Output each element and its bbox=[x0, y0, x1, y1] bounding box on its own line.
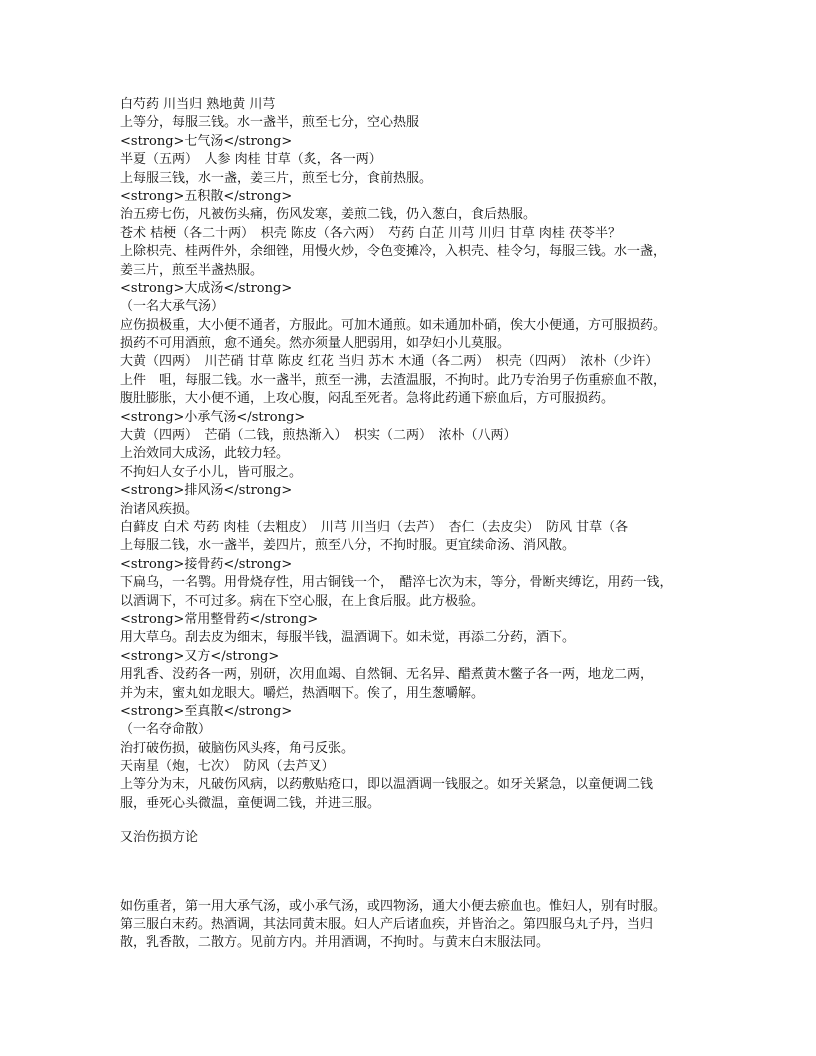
text-line: 第三服白末药。热酒调，其法同黄末服。妇人产后诸血疾，并皆治之。第四服乌丸子丹，当归 bbox=[120, 917, 654, 933]
section-heading-raw: <strong>又方</strong> bbox=[120, 648, 280, 664]
text-line: 上治效同大成汤，此较力轻。 bbox=[120, 446, 290, 462]
text-line: 姜三片，煎至半盏热服。 bbox=[120, 262, 264, 278]
text-line: 服，垂死心头微温，童便调二钱，并进三服。 bbox=[120, 795, 381, 811]
text-line: 并为末，蜜丸如龙眼大。嚼烂，热酒咽下。俟了，用生葱嚼解。 bbox=[120, 685, 485, 701]
text-line: 腹肚膨胀，大小便不通，上攻心腹，闷乱至死者。急将此药通下瘀血后，方可服损药。 bbox=[120, 391, 615, 407]
text-line: 上每服三钱，水一盏，姜三片，煎至七分，食前热服。 bbox=[120, 170, 433, 186]
text-line: 上等分为末，凡破伤风病，以药敷贴疮口，即以温酒调一钱服之。如牙关紧急，以童便调二钱 bbox=[120, 777, 654, 793]
section-heading-raw: <strong>接骨药</strong> bbox=[120, 556, 293, 572]
text-line: （一名大承气汤） bbox=[120, 299, 225, 315]
text-line: 上每服二钱，水一盏半，姜四片，煎至八分，不拘时服。更宜续命汤、消风散。 bbox=[120, 538, 576, 554]
spacer bbox=[120, 813, 700, 829]
text-line: 治五痨七伤，凡被伤头痛，伤风发寒，姜煎二钱，仍入葱白，食后热服。 bbox=[120, 207, 537, 223]
text-line: 上等分，每服三钱。水一盏半，煎至七分，空心热服 bbox=[120, 115, 420, 131]
text-line: 用乳香、没药各一两，别研，次用血竭、自然铜、无名异、醋煮黄木鳖子各一两，地龙二两， bbox=[120, 667, 654, 683]
text-line: 半夏（五两） 人参 肉桂 甘草（炙，各一两） bbox=[120, 152, 382, 168]
text-line: 大黄（四两） 芒硝（二钱，煎热渐入） 枳实（二两） 浓朴（八两） bbox=[120, 428, 517, 444]
section-heading-raw: <strong>五积散</strong> bbox=[120, 188, 293, 204]
text-line: （一名夺命散） bbox=[120, 722, 212, 738]
text-line: 白藓皮 白术 芍药 肉桂（去粗皮） 川芎 川当归（去芦） 杏仁（去皮尖） 防风 甘草（各 bbox=[120, 519, 629, 535]
section-heading-raw: <strong>常用整骨药</strong> bbox=[120, 611, 319, 627]
section-heading-raw: <strong>排风汤</strong> bbox=[120, 483, 293, 499]
text-line: 损药不可用酒煎，愈不通矣。然亦须量人肥弱用，如孕妇小儿莫服。 bbox=[120, 336, 511, 352]
text-line: 如伤重者，第一用大承气汤，或小承气汤，或四物汤，通大小便去瘀血也。惟妇人，别有时服。 bbox=[120, 898, 667, 914]
text-line: 不拘妇人女子小儿，皆可服之。 bbox=[120, 464, 303, 480]
text-line: 以酒调下，不可过多。病在下空心服，在上食后服。此方极验。 bbox=[120, 593, 485, 609]
text-line: 治打破伤损，破脑伤风头疼，角弓反张。 bbox=[120, 740, 355, 756]
section-heading-raw: <strong>大成汤</strong> bbox=[120, 280, 293, 296]
text-line: 上除枳壳、桂两件外，余细锉，用慢火炒，令色变摊冷，入枳壳、桂令匀，每服三钱。水一盏， bbox=[120, 244, 667, 260]
section-heading-raw: <strong>七气汤</strong> bbox=[120, 133, 293, 149]
section-title: 又治伤损方论 bbox=[120, 830, 199, 846]
document-page bbox=[120, 96, 700, 953]
section-heading-raw: <strong>至真散</strong> bbox=[120, 703, 293, 719]
text-line: 散，乳香散，二散方。见前方内。并用酒调，不拘时。与黄末白末服法同。 bbox=[120, 935, 550, 951]
section-heading-raw: <strong>小承气汤</strong> bbox=[120, 409, 306, 425]
text-line: 白芍药 川当归 熟地黄 川芎 bbox=[120, 97, 276, 112]
text-line: 下扁乌，一名鹗。用骨烧存性，用古铜钱一个， 醋淬七次为末，等分，骨断夹缚讫，用药一钱， bbox=[120, 575, 673, 591]
text-line: 上件 咀，每服二钱。水一盏半，煎至一沸，去渣温服，不拘时。此乃专治男子伤重瘀血不散， bbox=[120, 372, 667, 388]
text-line: 天南星（炮，七次） 防风（去芦叉） bbox=[120, 759, 335, 775]
text-line: 大黄（四两） 川芒硝 甘草 陈皮 红花 当归 苏木 木通（各二两） 枳壳（四两） 浓朴（少许） bbox=[120, 354, 659, 370]
text-line: 应伤损极重，大小便不通者，方服此。可加木通煎。如未通加朴硝，俟大小便通，方可服损药。 bbox=[120, 317, 667, 333]
text-line: 治诸风疾损。 bbox=[120, 501, 199, 517]
spacer bbox=[120, 848, 700, 898]
text-line: 苍术 桔梗（各二十两） 枳壳 陈皮（各六两） 芍药 白芷 川芎 川归 甘草 肉桂 茯苓半？ bbox=[120, 225, 622, 241]
text-line: 用大草乌。刮去皮为细末，每服半钱，温酒调下。如未觉，再添二分药，酒下。 bbox=[120, 630, 576, 646]
